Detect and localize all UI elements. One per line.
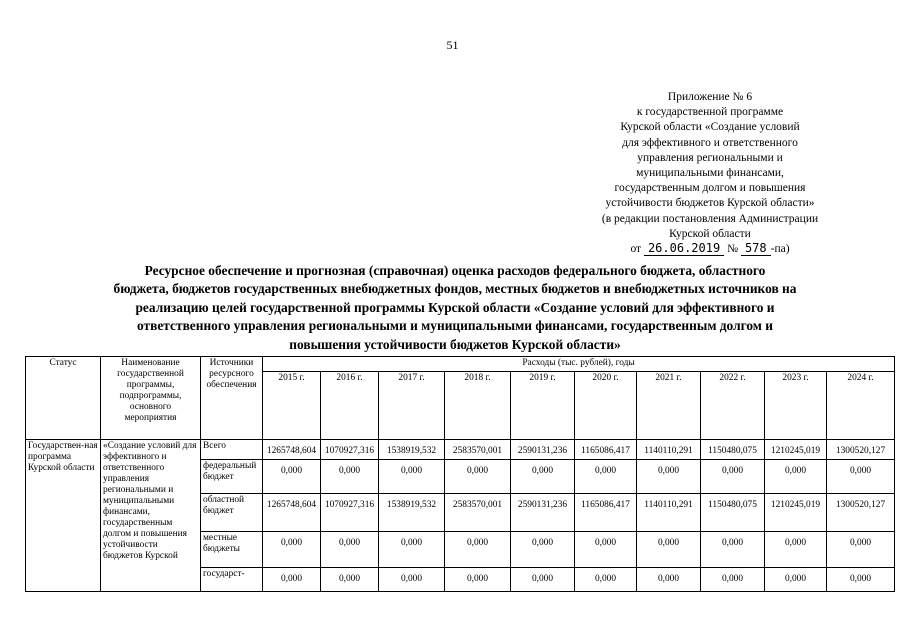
number-prefix: № [727, 243, 739, 256]
value-cell: 0,000 [701, 568, 765, 592]
value-cell: 0,000 [511, 532, 575, 568]
title-line: ответственного управления региональными и муниципальными финансами, государственным долгом и [137, 318, 773, 334]
value-cell: 1265748,604 [263, 440, 321, 460]
value-cell: 0,000 [701, 460, 765, 494]
value-cell: 2590131,236 [511, 494, 575, 532]
value-cell: 0,000 [321, 460, 379, 494]
appendix-line: для эффективного и ответственного [622, 136, 798, 149]
title-line: бюджета, бюджетов государственных внебюджетных фондов, местных бюджетов и внебюджетных источников на [113, 281, 797, 297]
header-year: 2021 г. [637, 372, 701, 440]
value-cell: 0,000 [827, 532, 895, 568]
header-sources: Источники ресурсного обеспечения [201, 357, 263, 440]
value-cell: 1538919,532 [379, 440, 445, 460]
header-year: 2020 г. [575, 372, 637, 440]
header-row [26, 357, 895, 372]
value-cell: 1070927,316 [321, 494, 379, 532]
source-cell: государст- [201, 568, 263, 592]
value-cell: 0,000 [637, 460, 701, 494]
value-cell: 0,000 [379, 460, 445, 494]
header-year: 2024 г. [827, 372, 895, 440]
value-cell: 2590131,236 [511, 440, 575, 460]
value-cell: 1150480,075 [701, 440, 765, 460]
value-cell: 0,000 [445, 460, 511, 494]
value-cell: 2583570,001 [445, 440, 511, 460]
date-prefix: от [630, 243, 642, 256]
value-cell: 1210245,019 [765, 440, 827, 460]
title-line: повышения устойчивости бюджетов Курской области» [289, 336, 621, 352]
title-line: Ресурсное обеспечение и прогнозная (справочная) оценка расходов федерального бюджета, областного [144, 263, 766, 278]
value-cell: 0,000 [263, 532, 321, 568]
source-cell: областной бюджет [201, 494, 263, 532]
source-cell: местные бюджеты [201, 532, 263, 568]
appendix-line: управления региональными и [637, 151, 783, 164]
budget-table [25, 356, 895, 592]
appendix-line: к государственной программе [636, 106, 784, 119]
value-cell: 0,000 [321, 568, 379, 592]
value-cell: 0,000 [765, 532, 827, 568]
value-cell: 0,000 [827, 460, 895, 494]
value-cell: 0,000 [263, 568, 321, 592]
value-cell: 0,000 [379, 532, 445, 568]
value-cell: 1140110,291 [637, 440, 701, 460]
value-cell: 0,000 [827, 568, 895, 592]
status-cell: Государствен-ная программа Курской области [26, 440, 101, 592]
value-cell: 0,000 [321, 532, 379, 568]
value-cell: 1538919,532 [379, 494, 445, 532]
value-cell: 1165086,417 [575, 440, 637, 460]
value-cell: 1300520,127 [827, 494, 895, 532]
source-cell: федеральный бюджет [201, 460, 263, 494]
program-name-cell [101, 440, 201, 592]
source-cell: Всего [201, 440, 263, 460]
number-suffix: -па) [770, 243, 790, 256]
resolution-number: 578 [741, 242, 771, 256]
appendix-line: муниципальными финансами, [636, 167, 784, 180]
value-cell: 1140110,291 [637, 494, 701, 532]
resolution-date-line [575, 242, 845, 257]
appendix-line: Курской области «Создание условий [620, 121, 800, 134]
appendix-block [575, 90, 845, 257]
value-cell: 0,000 [445, 568, 511, 592]
title-line: реализацию целей государственной программы Курской области «Создание условий для эффективного и [135, 299, 775, 315]
value-cell: 0,000 [511, 460, 575, 494]
value-cell: 1300520,127 [827, 440, 895, 460]
header-expenses: Расходы (тыс. рублей), годы [263, 357, 895, 372]
value-cell: 0,000 [575, 460, 637, 494]
appendix-line: устойчивости бюджетов Курской области» [605, 197, 815, 210]
resolution-date: 26.06.2019 [644, 242, 724, 256]
header-year: 2022 г. [701, 372, 765, 440]
value-cell: 0,000 [701, 532, 765, 568]
header-year: 2015 г. [263, 372, 321, 440]
header-status: Статус [26, 357, 101, 440]
value-cell: 1265748,604 [263, 494, 321, 532]
value-cell: 0,000 [765, 568, 827, 592]
page-number: 51 [446, 38, 459, 52]
header-name: Наименование государственной программы, подпрограммы, основного мероприятия [101, 357, 201, 440]
value-cell: 0,000 [379, 568, 445, 592]
value-cell: 0,000 [445, 532, 511, 568]
value-cell: 0,000 [637, 532, 701, 568]
value-cell: 0,000 [637, 568, 701, 592]
appendix-line: Курской области [669, 227, 751, 240]
header-year: 2017 г. [379, 372, 445, 440]
value-cell: 1070927,316 [321, 440, 379, 460]
value-cell: 0,000 [575, 532, 637, 568]
appendix-line: (в редакции постановления Администрации [601, 212, 819, 225]
document-title [60, 262, 850, 354]
value-cell: 0,000 [263, 460, 321, 494]
value-cell: 1210245,019 [765, 494, 827, 532]
value-cell: 1150480,075 [701, 494, 765, 532]
program-name-text: «Создание условий для эффективного и ответственного управления региональными и муниципальными финансами, государственным долгом и повышения устойчивости бюджетов Курской [103, 441, 197, 561]
appendix-line: Приложение № 6 [667, 91, 753, 103]
header-year: 2019 г. [511, 372, 575, 440]
value-cell: 2583570,001 [445, 494, 511, 532]
value-cell: 0,000 [575, 568, 637, 592]
table-row [26, 440, 895, 460]
header-year: 2018 г. [445, 372, 511, 440]
value-cell: 1165086,417 [575, 494, 637, 532]
appendix-line: государственным долгом и повышения [614, 182, 806, 195]
header-year: 2016 г. [321, 372, 379, 440]
value-cell: 0,000 [511, 568, 575, 592]
header-year: 2023 г. [765, 372, 827, 440]
value-cell: 0,000 [765, 460, 827, 494]
